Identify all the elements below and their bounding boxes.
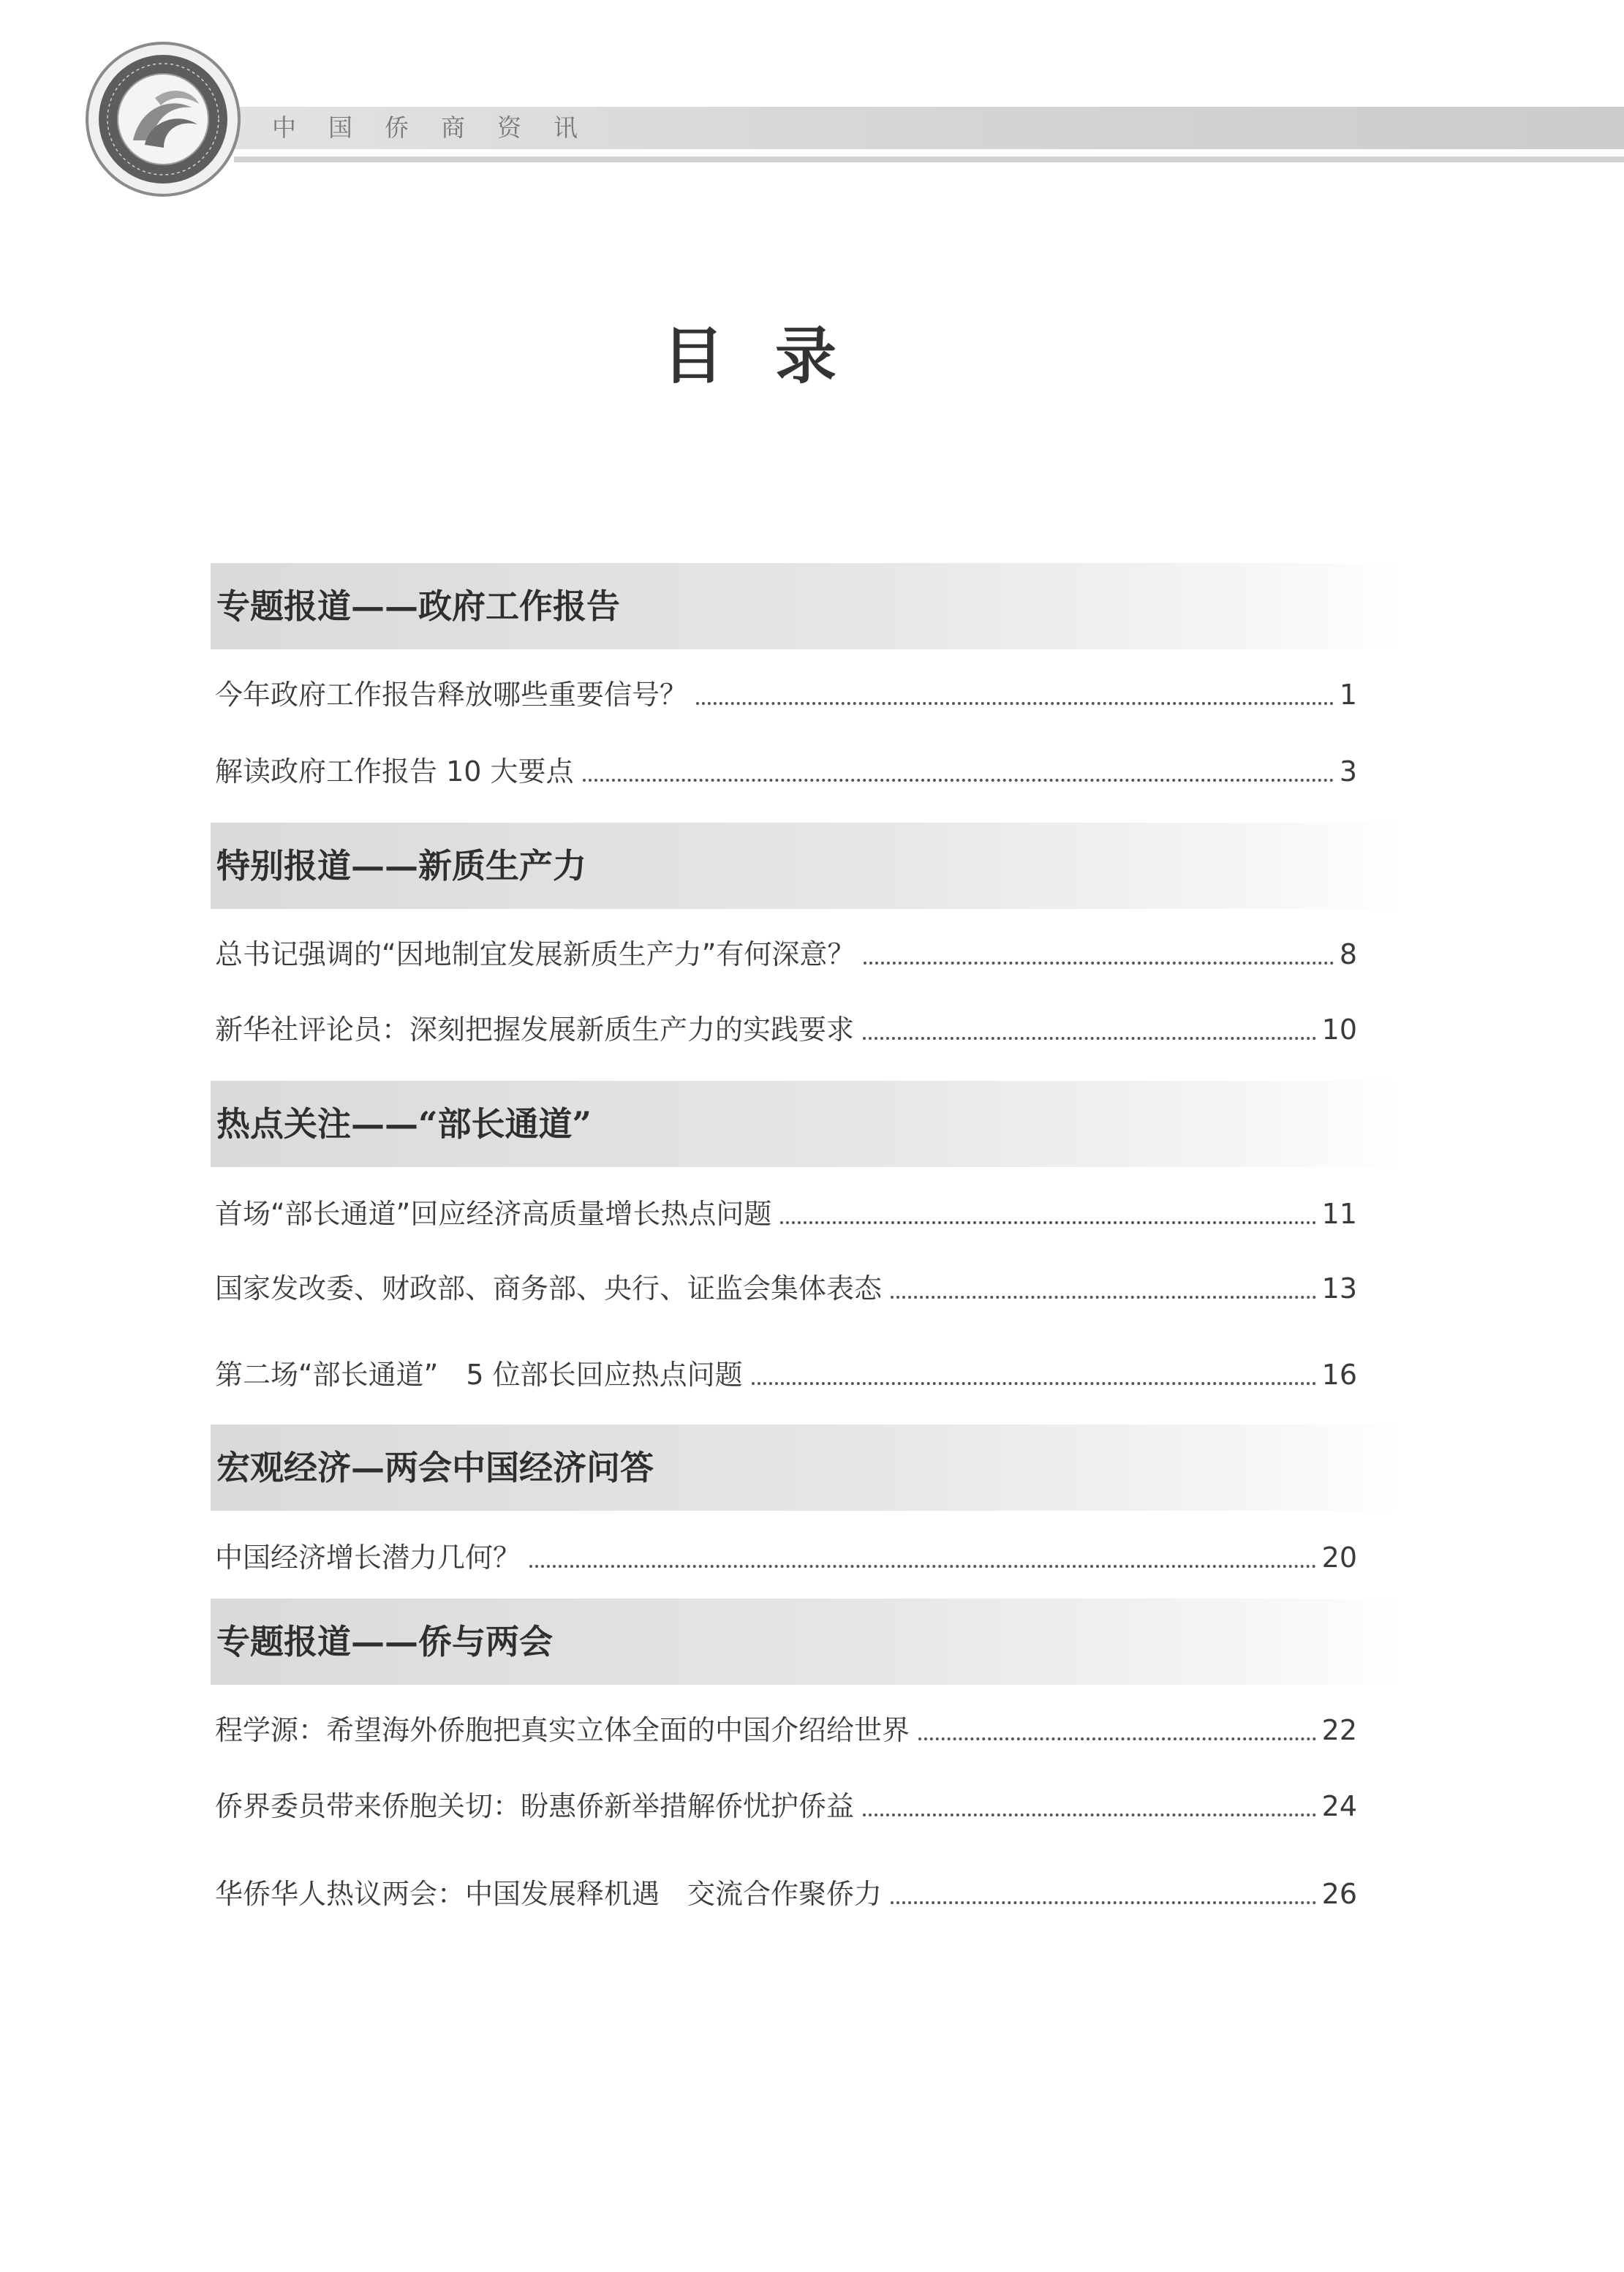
dot-leader bbox=[864, 962, 1333, 965]
dot-leader bbox=[752, 1382, 1316, 1385]
section-header: 宏观经济—两会中国经济问答 bbox=[211, 1424, 1402, 1511]
section-header: 热点关注——“部长通道” bbox=[211, 1081, 1402, 1167]
magazine-name: 中国侨商资讯 bbox=[272, 113, 610, 142]
entry-page-number: 13 bbox=[1321, 1272, 1357, 1305]
entry-page-number: 20 bbox=[1321, 1541, 1357, 1574]
toc-entry[interactable] bbox=[215, 750, 1357, 793]
toc-entry[interactable] bbox=[215, 932, 1357, 976]
section-header: 专题报道——政府工作报告 bbox=[211, 563, 1402, 649]
entry-title: 国家发改委、财政部、商务部、央行、证监会集体表态 bbox=[215, 1272, 883, 1305]
toc-entry[interactable] bbox=[215, 673, 1357, 717]
entry-page-number: 10 bbox=[1321, 1014, 1357, 1046]
entry-title: 侨界委员带来侨胞关切：盼惠侨新举措解侨忧护侨益 bbox=[215, 1790, 855, 1822]
entry-page-number: 11 bbox=[1321, 1198, 1357, 1230]
dot-leader bbox=[529, 1565, 1316, 1568]
dot-leader bbox=[863, 1814, 1316, 1816]
entry-page-number: 24 bbox=[1321, 1790, 1357, 1822]
entry-title: 程学源：希望海外侨胞把真实立体全面的中国介绍给世界 bbox=[215, 1714, 910, 1746]
toc-entry[interactable] bbox=[215, 1267, 1357, 1310]
dot-leader bbox=[696, 702, 1334, 705]
entry-page-number: 3 bbox=[1339, 755, 1357, 788]
entry-title: 总书记强调的“因地制宜发展新质生产力”有何深意？ bbox=[215, 938, 856, 970]
toc-entry[interactable] bbox=[215, 1872, 1357, 1916]
entry-title: 解读政府工作报告 10 大要点 bbox=[215, 755, 574, 788]
entry-title: 今年政府工作报告释放哪些重要信号？ bbox=[215, 679, 688, 711]
toc-entry[interactable] bbox=[215, 1784, 1357, 1828]
entry-title: 首场“部长通道”回应经济高质量增长热点问题 bbox=[215, 1198, 772, 1230]
entry-page-number: 8 bbox=[1339, 938, 1357, 970]
toc-entry[interactable] bbox=[215, 1192, 1357, 1236]
entry-page-number: 1 bbox=[1339, 679, 1357, 711]
toc-entry[interactable] bbox=[215, 1008, 1357, 1052]
dot-leader bbox=[918, 1737, 1316, 1740]
dot-leader bbox=[583, 779, 1334, 782]
dot-leader bbox=[891, 1901, 1316, 1904]
dot-leader bbox=[863, 1037, 1316, 1040]
section-header: 专题报道——侨与两会 bbox=[211, 1599, 1402, 1685]
entry-title: 第二场“部长通道” 5 位部长回应热点问题 bbox=[215, 1359, 743, 1391]
entry-title: 中国经济增长潜力几何？ bbox=[215, 1541, 521, 1574]
dot-leader bbox=[780, 1221, 1315, 1224]
dot-leader bbox=[891, 1296, 1316, 1299]
entry-page-number: 22 bbox=[1321, 1714, 1357, 1746]
entry-title: 新华社评论员：深刻把握发展新质生产力的实践要求 bbox=[215, 1014, 855, 1046]
toc-entry[interactable] bbox=[215, 1708, 1357, 1752]
entry-page-number: 26 bbox=[1321, 1878, 1357, 1910]
toc-entry[interactable] bbox=[215, 1353, 1357, 1397]
toc-entry[interactable] bbox=[215, 1536, 1357, 1580]
entry-title: 华侨华人热议两会：中国发展释机遇 交流合作聚侨力 bbox=[215, 1878, 883, 1910]
section-header: 特别报道——新质生产力 bbox=[211, 823, 1402, 909]
entry-page-number: 16 bbox=[1321, 1359, 1357, 1391]
page-title: 目录 bbox=[662, 320, 888, 392]
